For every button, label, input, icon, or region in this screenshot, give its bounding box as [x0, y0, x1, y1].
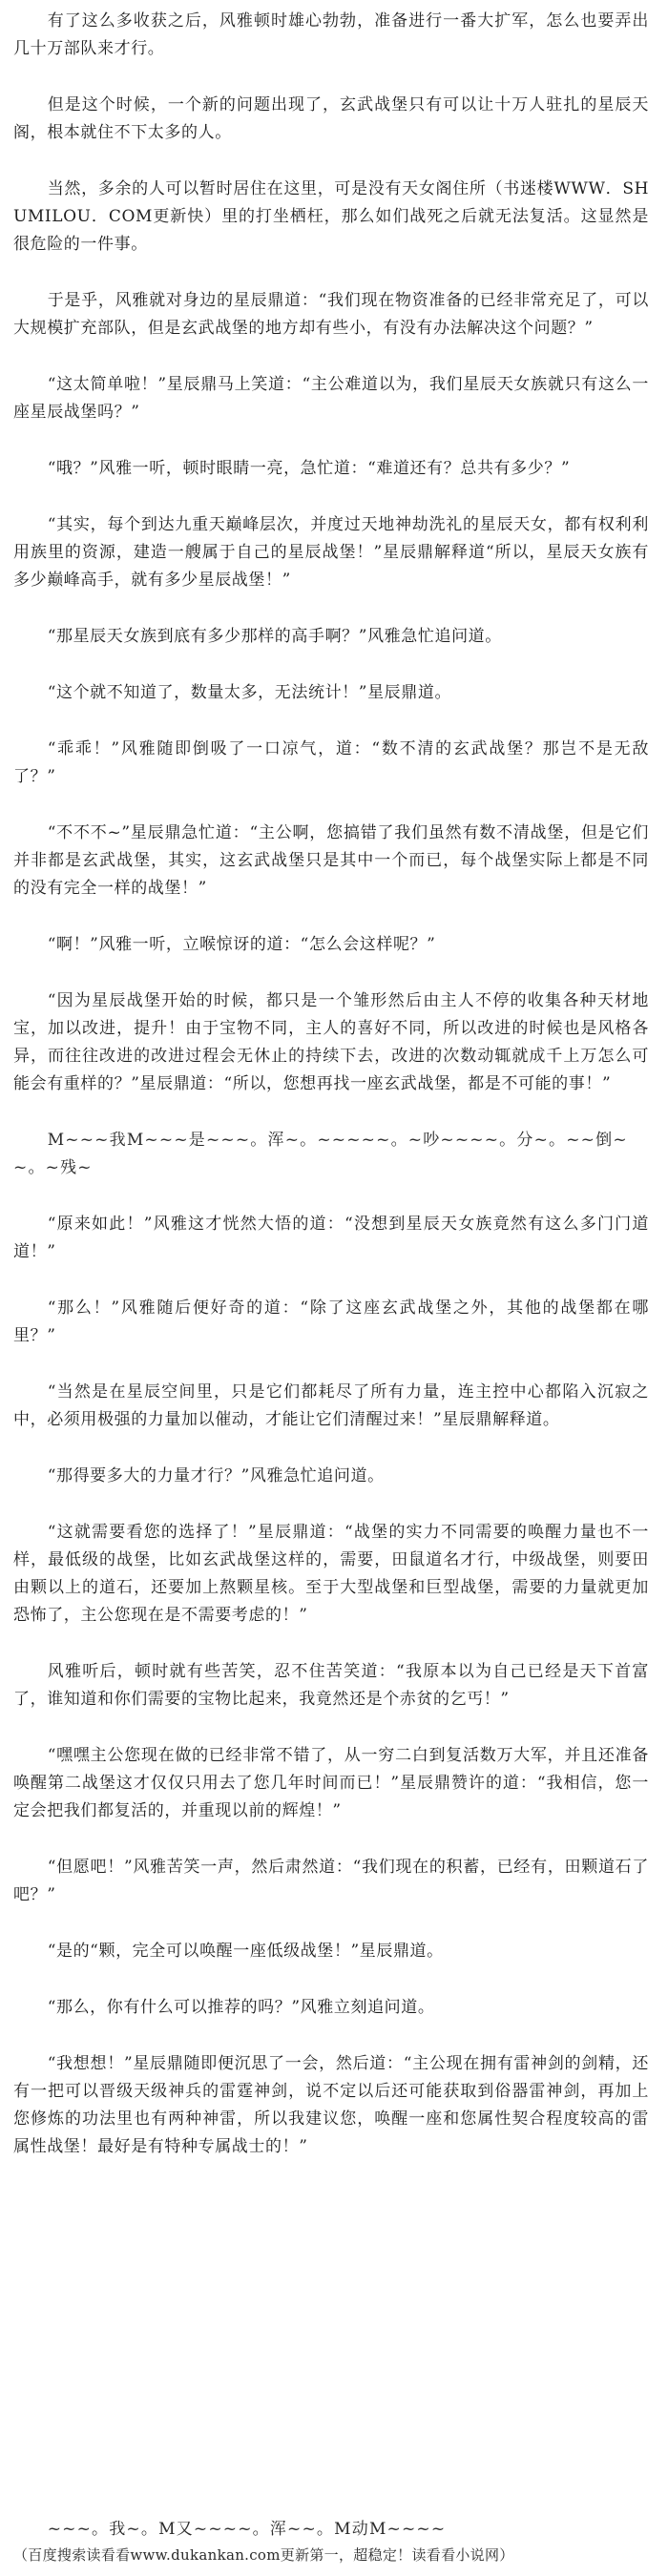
paragraph-spacer	[13, 1266, 649, 1295]
paragraph-spacer	[13, 1350, 649, 1379]
paragraph: “是的“颗，完全可以唤醒一座低级战堡！”星辰鼎道。	[47, 1942, 444, 1961]
garbled-noise-line: M~~~我M~~~是~~~。浑~。~~~~~。~吵~~~~。分~。~~倒~~。~残~	[13, 1131, 628, 1177]
paragraph: “那么！”风雅随后便好奇的道：“除了这座玄武战堡之外，其他的战堡都在哪里？”	[13, 1298, 649, 1345]
paragraph: 风雅听后，顿时就有些苦笑，忍不住苦笑道：“我原本以为自己已经是天下首富了，谁知道和你们需要的宝物比起来，我竟然还是个赤贫的乞丐！”	[13, 1662, 649, 1709]
paragraph: “哦？”风雅一听，顿时眼睛一亮，急忙道：“难道还有？总共有多少？”	[47, 459, 571, 478]
paragraph: “不不不~”星辰鼎急忙道：“主公啊，您搞错了我们虽然有数不清战堡，但是它们并非都是玄武战堡，其实，这玄武战堡只是其中一个而已，每个战堡实际上都是不同的没有完全一样的战堡！”	[13, 823, 649, 898]
paragraph-spacer	[13, 1434, 649, 1463]
paragraph-spacer	[13, 959, 649, 987]
paragraph-spacer	[13, 2161, 649, 2190]
paragraph: “这就需要看您的选择了！”星辰鼎道：“战堡的实力不同需要的唤醒力量也不一样，最低级的战堡，比如玄武战堡这样的，需要，田鼠道名才行，中级战堡，则要田由颗以上的道石，还要加上熬颗星核。至于大型战堡和巨型战堡，需要的力量就更加恐怖了，主公您现在是不需要考虑的！”	[13, 1523, 649, 1625]
page-footer	[13, 2516, 649, 2566]
paragraph-spacer	[13, 426, 649, 455]
paragraph-spacer	[13, 651, 649, 679]
paragraph: “那么，你有什么可以推荐的吗？”风雅立刻追问道。	[47, 1998, 435, 2017]
paragraph-spacer	[13, 1965, 649, 1994]
paragraph: 当然，多余的人可以暂时居住在这里，可是没有天女阁住所（书迷楼WWW．SHUMILOU．COM更新快）里的打坐栖枉，那么如们战死之后就无法复活。这显然是很危险的一件事。	[13, 179, 649, 254]
paragraph: “原来如此！”风雅这才恍然大悟的道：“没想到星辰天女族竟然有这么多门门道道！”	[13, 1215, 649, 1261]
paragraph: “当然是在星辰空间里，只是它们都耗尽了所有力量，连主控中心都陷入沉寂之中，必须用极强的力量加以催动，才能让它们清醒过来！”星辰鼎解释道。	[13, 1382, 649, 1429]
paragraph: “但愿吧！”风雅苦笑一声，然后肃然道：“我们现在的积蓄，已经有，田颗道石了吧？”	[13, 1858, 649, 1904]
paragraph: “乖乖！”风雅随即倒吸了一口凉气，道：“数不清的玄武战堡？那岂不是无敌了？”	[13, 739, 649, 786]
paragraph: “这太简单啦！”星辰鼎马上笑道：“主公难道以为，我们星辰天女族就只有这么一座星辰战堡吗？”	[13, 375, 649, 422]
paragraph-spacer	[13, 903, 649, 931]
paragraph-spacer	[13, 1825, 649, 1854]
paragraph: “这个就不知道了，数量太多，无法统计！”星辰鼎道。	[47, 683, 452, 702]
paragraph-spacer	[13, 1182, 649, 1211]
paragraph-spacer	[13, 594, 649, 623]
paragraph: 于是乎，风雅就对身边的星辰鼎道：“我们现在物资准备的已经非常充足了，可以大规模扩充部队，但是玄武战堡的地方却有些小，有没有办法解决这个问题？”	[13, 291, 649, 338]
paragraph-spacer	[13, 259, 649, 287]
paragraph: “我想想！”星辰鼎随即便沉思了一会，然后道：“主公现在拥有雷神剑的剑精，还有一把可以晋级天级神兵的雷霆神剑，说不定以后还可能获取到俗器雷神剑，再加上您修炼的功法里也有两种神雷，所以我建议您，唤醒一座和您属性契合程度较高的雷属性战堡！最好是有特种专属战士的！”	[13, 2054, 649, 2156]
paragraph: “那星辰天女族到底有多少那样的高手啊？”风雅急忙追问道。	[47, 627, 502, 646]
paragraph-spacer	[13, 147, 649, 176]
paragraph-spacer	[13, 343, 649, 371]
paragraph: “其实，每个到达九重天巅峰层次，并度过天地神劫洗礼的星辰天女，都有权利利用族里的资源，建造一艘属于自己的星辰战堡！”星辰鼎解释道“所以，星辰天女族有多少巅峰高手，就有多少星辰战堡！”	[13, 515, 649, 590]
paragraph-spacer	[13, 791, 649, 820]
paragraph-spacer	[13, 1714, 649, 1742]
paragraph-spacer	[13, 1630, 649, 1658]
paragraph-spacer	[13, 63, 649, 92]
paragraph-spacer	[13, 1909, 649, 1938]
paragraph-spacer	[13, 1490, 649, 1519]
paragraph: 但是这个时候，一个新的问题出现了，玄武战堡只有可以让十万人驻扎的星辰天阁，根本就住不下太多的人。	[13, 95, 649, 142]
source-credit: （百度搜索读看看www.dukankan.com更新第一，超稳定！读看看小说网）	[13, 2546, 514, 2564]
paragraph-spacer	[13, 707, 649, 736]
paragraph-spacer	[13, 1098, 649, 1127]
paragraph: “那得要多大的力量才行？”风雅急忙追问道。	[47, 1466, 385, 1485]
paragraph: 有了这么多收获之后，风雅顿时雄心勃勃，准备进行一番大扩军，怎么也要弄出几十万部队来才行。	[13, 11, 649, 58]
paragraph: “因为星辰战堡开始的时候，都只是一个雏形然后由主人不停的收集各种天材地宝，加以改进，提升！由于宝物不同，主人的喜好不同，所以改进的时候也是风格各异，而往往改进的改进过程会无休止的持续下去，改进的次数动辄就成千上万怎么可能会有重样的？”星辰鼎道：“所以，您想再找一座玄武战堡，都是不可能的事！”	[13, 991, 649, 1093]
paragraph-spacer	[13, 483, 649, 511]
garbled-noise-line-end: ~~~。我~。M又~~~~。浑~~。M动M~~~~	[47, 2520, 447, 2539]
paragraph-spacer	[13, 2022, 649, 2050]
paragraph: “嘿嘿主公您现在做的已经非常不错了，从一穷二白到复活数万大军，并且还准备唤醒第二战堡这才仅仅只用去了您几年时间而已！”星辰鼎赞许的道：“我相信，您一定会把我们都复活的，并重现以前的辉煌！”	[13, 1746, 649, 1820]
chapter-text	[13, 8, 649, 2190]
paragraph: “啊！”风雅一听，立喉惊讶的道：“怎么会这样呢？”	[47, 935, 436, 954]
